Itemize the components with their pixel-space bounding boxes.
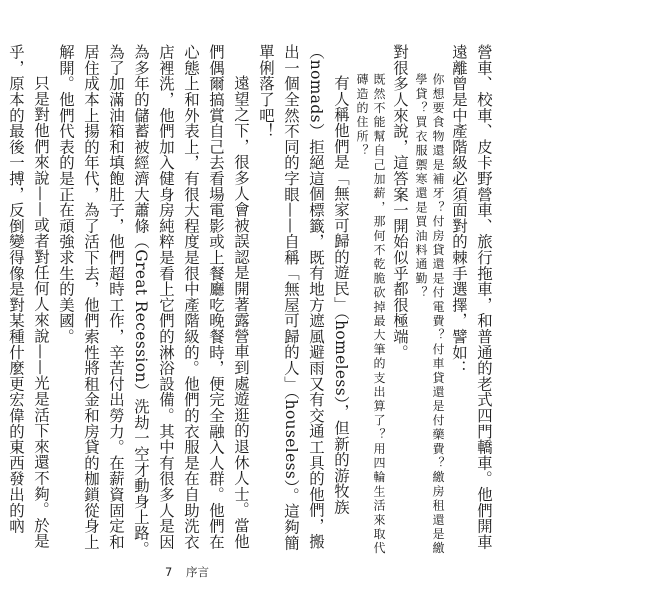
- paragraph-1: 營車、校車、皮卡野營車、旅行拖車，和普通的老式四門轎車。他們開車遠離曾是中產階級必須面對的棘手選擇，譬如：: [450, 44, 493, 550]
- paragraph-4: 遠望之下，很多人會被誤認是開著露營車到處遊逛的退休人士。當他們偶爾搞賞自己去看場電影或上餐廳吃晚餐時，便完全融入人群。他們在心態上和外表上，有很大程度是很中產階級的。他們的衣服是在自助洗衣店裡洗，他們加入健身房純粹是看上它們的淋浴設備。其中有很多人是因為多年的儲蓄被經濟大蕭條（Great Recession）洗劫一空才動身上路。為了加滿油箱和填飽肚子，他們超時工作，辛苦付出勞力。在薪資固定和居住成本上揚的年代，為了活下去，他們索性將租金和房貸的枷鎖從身上解開。他們代表的是正在頑強求生的美國。: [57, 44, 250, 557]
- body-text: [7, 44, 496, 562]
- paragraph-5: 只是對他們來說——或者對任何人來說——光是活下來還不夠。於是乎，原本的最後一搏，反倒變得像是對某種什麼更宏偉的東西發出的吶: [7, 44, 50, 549]
- page-footer: [165, 564, 209, 580]
- section-title: 序言: [185, 565, 209, 579]
- paragraph-2: 對很多人來說，這答案一開始似乎都很極端。: [391, 44, 409, 360]
- paragraph-3: 有人稱他們是「無家可歸的遊民」（homeless），但新的游牧族（nomads）拒絕這個標籤，既有地方遮風避雨又有交通工具的他們，搬出一個全然不同的字眼——自稱「無屋可歸的人」（houseless）。這夠簡單俐落了吧！: [257, 44, 350, 551]
- block-quote-2: 既然不能幫自己加薪，那何不乾脆砍掉最大筆的支出算了？用四輪生活來取代磚造的住所？: [355, 72, 386, 556]
- page-number: 7: [165, 565, 173, 579]
- block-quote-1: 你想要食物還是補牙？付房貸還是付電費？付車貸還是付藥費？繳房租還是繳學貸？買衣服禦寒還是買油料通勤？: [414, 72, 445, 556]
